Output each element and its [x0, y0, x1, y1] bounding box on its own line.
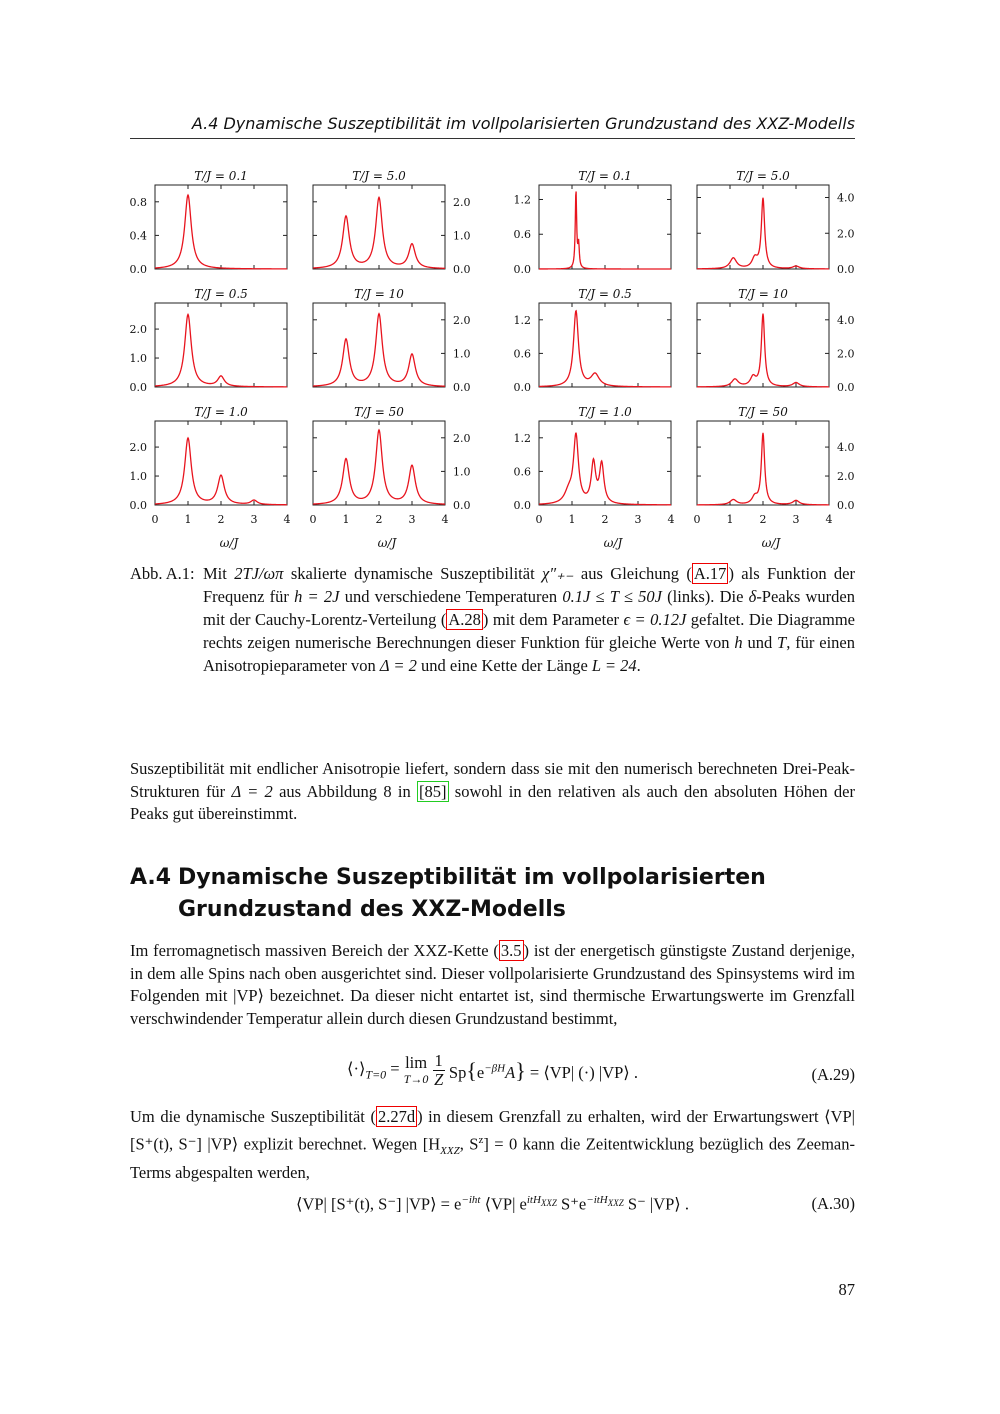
figure-a1 — [125, 160, 865, 560]
y-tick-label: 0.0 — [837, 381, 855, 394]
caption-label: Abb. A.1: — [130, 564, 195, 583]
x-tick-label: 1 — [568, 513, 576, 526]
y-tick-label: 0.0 — [129, 381, 147, 394]
equation-link[interactable]: 3.5 — [500, 941, 522, 960]
panel-title: T/J = 10 — [738, 287, 788, 301]
y-tick-label: 0.6 — [513, 347, 531, 361]
figure-panels — [125, 160, 865, 560]
y-tick-label: 1.0 — [129, 470, 147, 484]
y-tick-label: 1.2 — [513, 431, 531, 445]
x-tick-label: 2 — [217, 513, 225, 526]
plot-frame — [539, 185, 671, 269]
panel-title: T/J = 0.1 — [194, 169, 248, 183]
x-tick-label: 2 — [759, 513, 767, 526]
equation-a29: $⟨\cdot⟩_{T=0}$ = lim T→0 $\frac{1}{Z}$ $Sp\{e^{-\beta H}A\}$ = ⟨VP| (·) |VP⟩ . (A.29) — [347, 1051, 855, 1089]
series-line — [313, 197, 445, 268]
x-tick-label: 4 — [283, 513, 291, 526]
plot-frame — [155, 421, 287, 505]
x-tick-label: 4 — [825, 513, 833, 526]
y-tick-label: 2.0 — [453, 431, 471, 445]
panel-title: T/J = 5.0 — [736, 169, 790, 183]
x-tick-label: 0 — [309, 513, 317, 526]
figure-caption — [130, 562, 855, 677]
paragraph: Um die dynamische Suszeptibilität ( 2.27d ) in diesem Grenzfall zu erhalten, wird der Erwartungswert ⟨VP| [S⁺(t), S⁻] |VP⟩ explizit berechnet. Wegen [$H_{XXZ}$, $S^z] = 0$ kann die Zeitentwicklung bezüglich des Zeeman-Terms abgespalten werden, — [130, 1107, 855, 1182]
y-tick-label: 2.0 — [129, 323, 147, 337]
x-tick-label: 0 — [693, 513, 701, 526]
y-tick-label: 0.6 — [513, 465, 531, 479]
x-tick-label: 0 — [151, 513, 159, 526]
x-axis-label: ω/J — [603, 536, 623, 550]
y-tick-label: 4.0 — [837, 313, 855, 327]
y-tick-label: 1.2 — [513, 313, 531, 327]
y-tick-label: 0.0 — [513, 499, 531, 512]
y-tick-label: 0.0 — [129, 499, 147, 512]
citation-link[interactable]: [85] — [419, 781, 447, 801]
y-tick-label: 0.0 — [837, 499, 855, 512]
plot-frame — [539, 303, 671, 387]
series-line — [313, 430, 445, 504]
y-tick-label: 0.8 — [129, 195, 147, 209]
panel-title: T/J = 0.5 — [194, 287, 248, 301]
y-tick-label: 2.0 — [453, 313, 471, 327]
y-tick-label: 1.0 — [129, 352, 147, 366]
series-line — [155, 195, 287, 269]
y-tick-label: 0.4 — [129, 229, 147, 243]
x-tick-label: 2 — [601, 513, 609, 526]
y-tick-label: 2.0 — [837, 227, 855, 241]
y-tick-label: 0.0 — [513, 263, 531, 276]
equation-link[interactable]: 2.27d — [377, 1107, 416, 1126]
panel-title: T/J = 1.0 — [194, 405, 248, 419]
running-head: A.4 Dynamische Suszeptibilität im vollpolarisierten Grundzustand des XXZ-Modells — [130, 114, 855, 139]
series-line — [155, 314, 287, 386]
y-tick-label: 2.0 — [837, 347, 855, 361]
panel-title: T/J = 1.0 — [578, 405, 632, 419]
series-line — [539, 311, 671, 387]
page-number: 87 — [838, 1280, 855, 1299]
y-tick-label: 1.2 — [513, 193, 531, 207]
x-tick-label: 4 — [441, 513, 449, 526]
panel-title: T/J = 0.5 — [578, 287, 632, 301]
y-tick-label: 0.0 — [837, 263, 855, 276]
series-line — [313, 314, 445, 387]
y-tick-label: 0.0 — [513, 381, 531, 394]
section-heading: A.4 Dynamische Suszeptibilität im vollpolarisierten Grundzustand des XXZ-Modells — [130, 865, 766, 922]
plot-frame — [155, 303, 287, 387]
panel-title: T/J = 50 — [738, 405, 788, 419]
series-line — [697, 198, 829, 269]
x-axis-label: ω/J — [377, 536, 397, 550]
y-tick-label: 2.0 — [129, 441, 147, 455]
panel-title: T/J = 0.1 — [578, 169, 632, 183]
y-tick-label: 0.6 — [513, 228, 531, 242]
paragraph: Suszeptibilität mit endlicher Anisotropie liefert, sondern dass sie mit den numerisch berechneten Drei-Peak-Strukturen für Δ = 2 aus Abbildung 8 in [85] sowohl in den relativen als auch den absoluten Höhen der Peaks gut übereinstimmt. — [130, 759, 855, 823]
y-tick-label: 0.0 — [129, 263, 147, 276]
equation-link[interactable]: A.17 — [693, 564, 727, 583]
series-line — [697, 433, 829, 505]
series-line — [539, 191, 671, 269]
series-line — [155, 438, 287, 505]
equation-link[interactable]: A.28 — [448, 610, 481, 629]
x-axis-label: ω/J — [761, 536, 781, 550]
x-tick-label: 3 — [250, 513, 258, 526]
caption-text: Mit 2TJ/ωπ skalierte dynamische Suszeptibilität χ″₊₋ aus Gleichung ( A.17 ) als Funktion der Frequenz für h = 2J und verschiedene Temperaturen 0.1J ≤ T ≤ 50J (links). Die δ-Peaks wurden mit der Cauchy-Lorentz-Verteilung ( A.28 ) mit dem Parameter ϵ = 0.12J gefaltet. Die Diagramme rechts zeigen numerische Berechnungen dieser Funktion für gleiche Werte von h und T, für einen Anisotropieparameter von Δ = 2 und eine Kette der Länge L = 24. — [203, 564, 856, 675]
panel-title: T/J = 50 — [354, 405, 404, 419]
x-tick-label: 1 — [726, 513, 734, 526]
y-tick-label: 1.0 — [453, 229, 471, 243]
x-tick-label: 4 — [667, 513, 675, 526]
plot-frame — [155, 185, 287, 269]
y-tick-label: 0.0 — [453, 263, 471, 276]
x-tick-label: 3 — [792, 513, 800, 526]
x-tick-label: 3 — [634, 513, 642, 526]
y-tick-label: 1.0 — [453, 347, 471, 361]
y-tick-label: 4.0 — [837, 191, 855, 205]
series-line — [539, 433, 671, 505]
panel-title: T/J = 10 — [354, 287, 404, 301]
equation-a30: ⟨VP| [S⁺(t), S⁻] |VP⟩ = $e^{-iht}$ ⟨VP| $e^{itH_{XXZ}}$ $S^+e^{-itH_{XXZ}}$ S⁻ |VP⟩ . (A.30) — [296, 1194, 855, 1214]
x-tick-label: 0 — [535, 513, 543, 526]
plot-frame — [313, 421, 445, 505]
plot-frame — [539, 421, 671, 505]
y-tick-label: 0.0 — [453, 499, 471, 512]
x-tick-label: 3 — [408, 513, 416, 526]
paragraph: Im ferromagnetisch massiven Bereich der XXZ-Kette ( 3.5 ) ist der energetisch günstigste Zustand derjenige, in dem alle Spins nach oben ausgerichtet sind. Dieser vollpolarisierte Grundzustand des Spinsystems wird im Folgenden mit |VP⟩ bezeichnet. Da dieser nicht entartet ist, sind thermische Erwartungswerte im Grenzfall verschwindender Temperatur allein durch diesen Grundzustand bestimmt, — [130, 941, 855, 1028]
y-tick-label: 4.0 — [837, 441, 855, 455]
series-line — [697, 314, 829, 387]
x-tick-label: 1 — [184, 513, 192, 526]
x-tick-label: 1 — [342, 513, 350, 526]
y-tick-label: 1.0 — [453, 465, 471, 479]
plot-frame — [697, 185, 829, 269]
y-tick-label: 0.0 — [453, 381, 471, 394]
y-tick-label: 2.0 — [453, 195, 471, 209]
panel-title: T/J = 5.0 — [352, 169, 406, 183]
x-tick-label: 2 — [375, 513, 383, 526]
x-axis-label: ω/J — [219, 536, 239, 550]
y-tick-label: 2.0 — [837, 470, 855, 484]
